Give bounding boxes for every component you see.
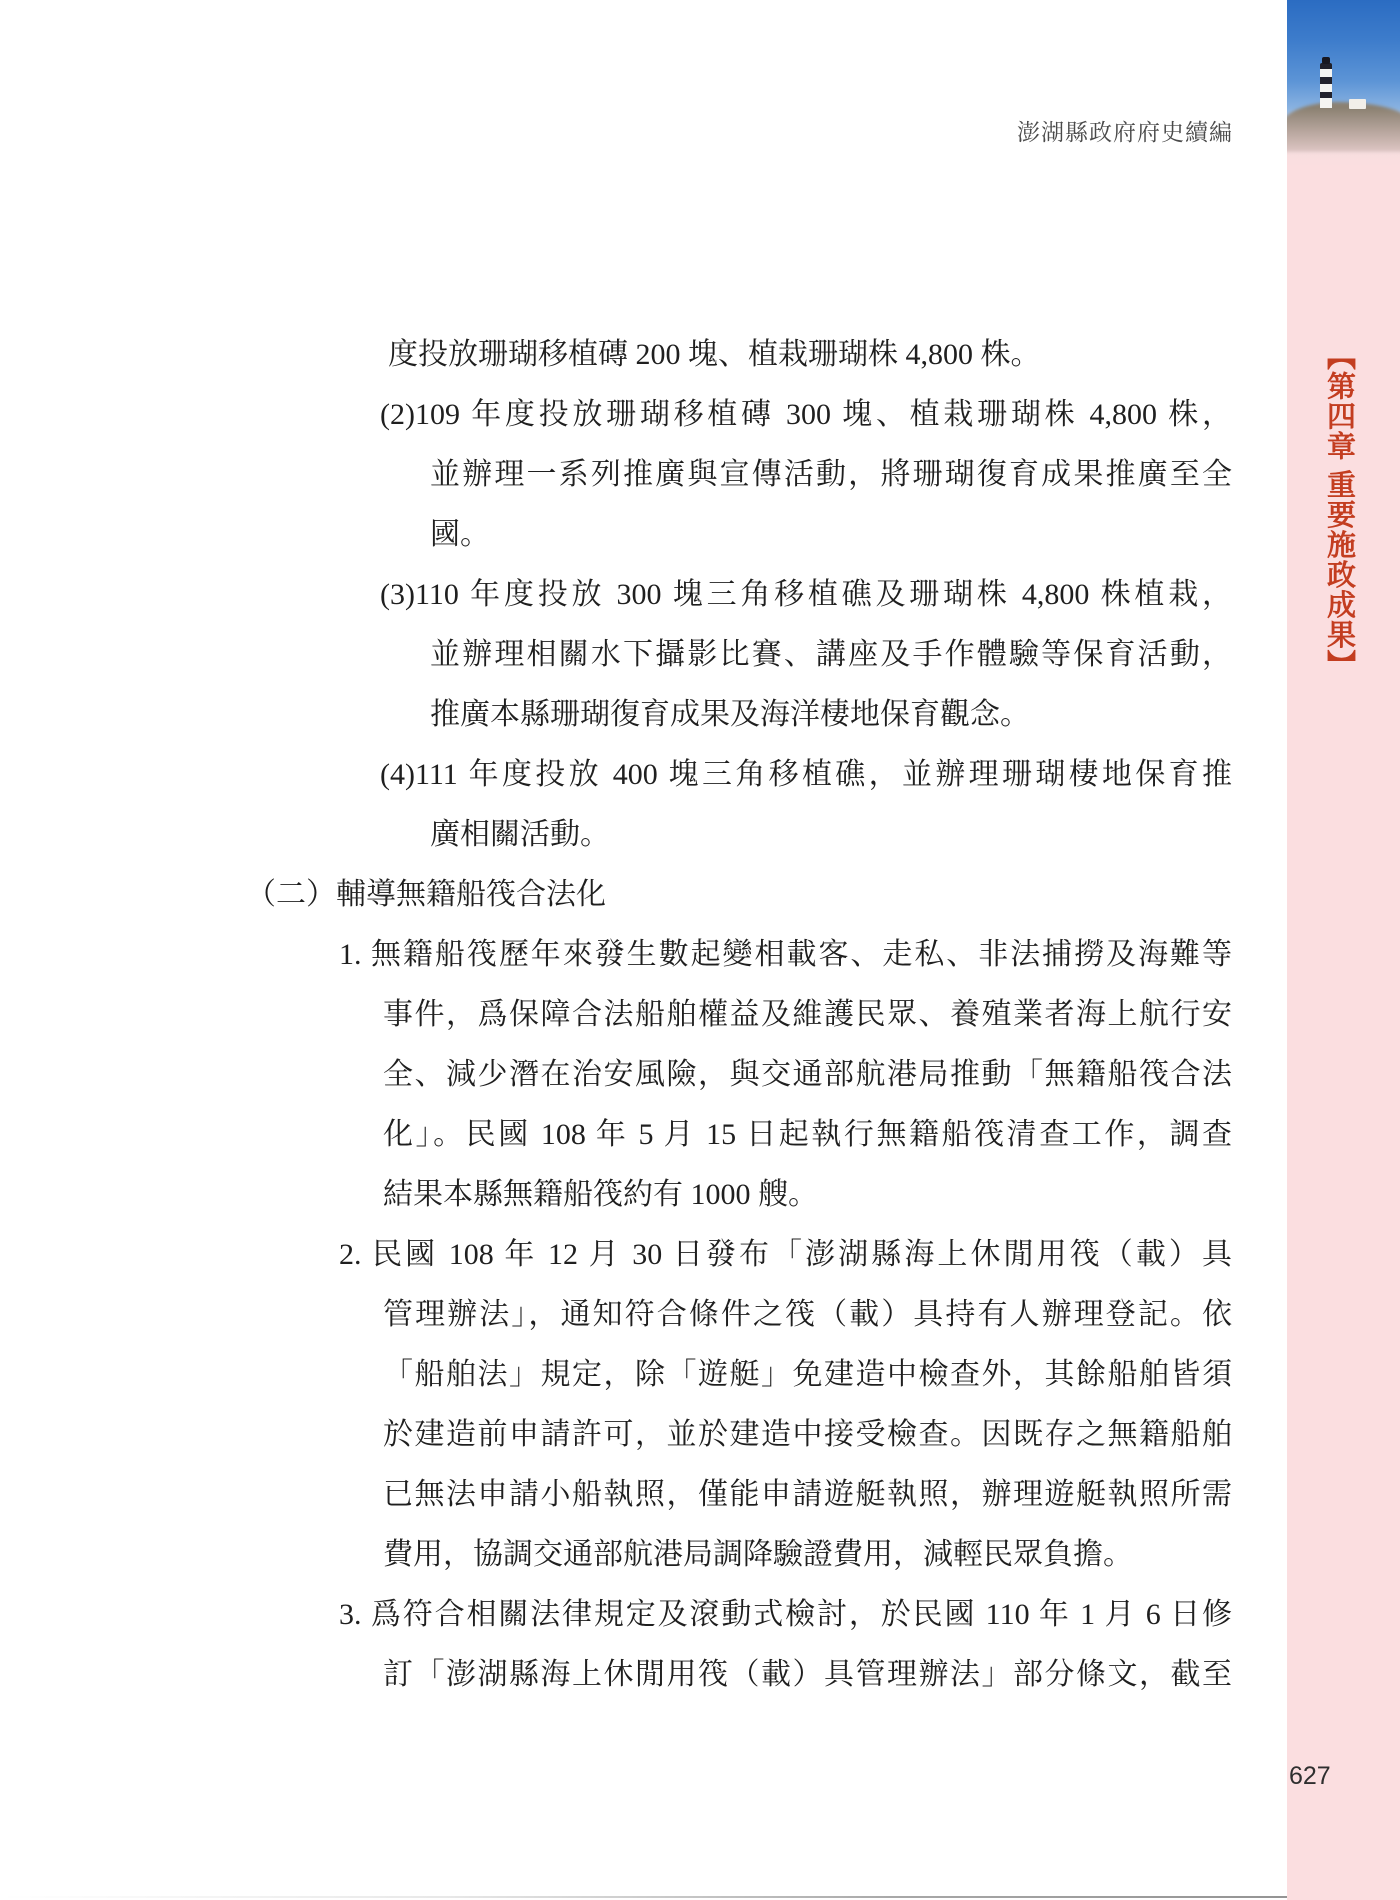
body-line: 國。 <box>430 518 490 551</box>
body-line: 「船舶法」規定，除「遊艇」免建造中檢查外，其餘船舶皆須 <box>383 1358 1232 1391</box>
body-line: 全、減少潛在治安風險，與交通部航港局推動「無籍船筏合法 <box>383 1058 1232 1091</box>
body-line: 廣相關活動。 <box>430 818 610 851</box>
body-line: 度投放珊瑚移植磚 200 塊、植栽珊瑚株 4,800 株。 <box>388 338 1041 371</box>
header-title: 澎湖縣政府府史續編 <box>1017 119 1233 145</box>
body-line: (2)109 年度投放珊瑚移植磚 300 塊、植栽珊瑚株 4,800 株， <box>380 398 1232 431</box>
body-line: 結果本縣無籍船筏約有 1000 艘。 <box>383 1178 818 1211</box>
body-line: 化」。民國 108 年 5 月 15 日起執行無籍船筏清查工作，調查 <box>383 1118 1232 1151</box>
body-text <box>0 325 1287 1705</box>
lighthouse-photo <box>1287 0 1400 180</box>
body-line: 管理辦法」，通知符合條件之筏（載）具持有人辦理登記。依 <box>383 1298 1232 1331</box>
lighthouse-tower <box>1320 63 1332 108</box>
page-number: 627 <box>1289 1762 1331 1790</box>
page-header <box>1017 114 1233 147</box>
body-line: 已無法申請小船執照，僅能申請遊艇執照，辦理遊艇執照所需 <box>383 1478 1232 1511</box>
body-line: 推廣本縣珊瑚復育成果及海洋棲地保育觀念。 <box>430 698 1030 731</box>
photo-fade <box>1287 108 1400 180</box>
body-line: 並辦理一系列推廣與宣傳活動，將珊瑚復育成果推廣至全 <box>430 458 1232 491</box>
body-line: （二）輔導無籍船筏合法化 <box>246 878 606 911</box>
body-line: (4)111 年度投放 400 塊三角移植礁，並辦理珊瑚棲地保育推 <box>380 758 1232 791</box>
body-line: 費用，協調交通部航港局調降驗證費用，減輕民眾負擔。 <box>383 1538 1133 1571</box>
body-line: (3)110 年度投放 300 塊三角移植礁及珊瑚株 4,800 株植栽， <box>380 578 1232 611</box>
body-line: 2. 民國 108 年 12 月 30 日發布「澎湖縣海上休閒用筏（載）具 <box>339 1238 1232 1271</box>
body-line: 並辦理相關水下攝影比賽、講座及手作體驗等保育活動， <box>430 638 1232 671</box>
body-line: 事件，爲保障合法船舶權益及維護民眾、養殖業者海上航行安 <box>383 998 1232 1031</box>
body-line: 訂「澎湖縣海上休閒用筏（載）具管理辦法」部分條文，截至 <box>383 1658 1232 1691</box>
body-line: 3. 爲符合相關法律規定及滾動式檢討，於民國 110 年 1 月 6 日修 <box>339 1598 1232 1631</box>
body-line: 1. 無籍船筏歷年來發生數起變相載客、走私、非法捕撈及海難等 <box>339 938 1232 971</box>
scan-edge-line <box>0 1896 1287 1898</box>
body-line: 於建造前申請許可，並於建造中接受檢查。因既存之無籍船舶 <box>383 1418 1232 1451</box>
chapter-sidebar <box>1287 0 1400 1900</box>
lighthouse-lantern <box>1322 57 1330 64</box>
chapter-label: 【第四章 重要施政成果】 <box>1323 341 1355 680</box>
